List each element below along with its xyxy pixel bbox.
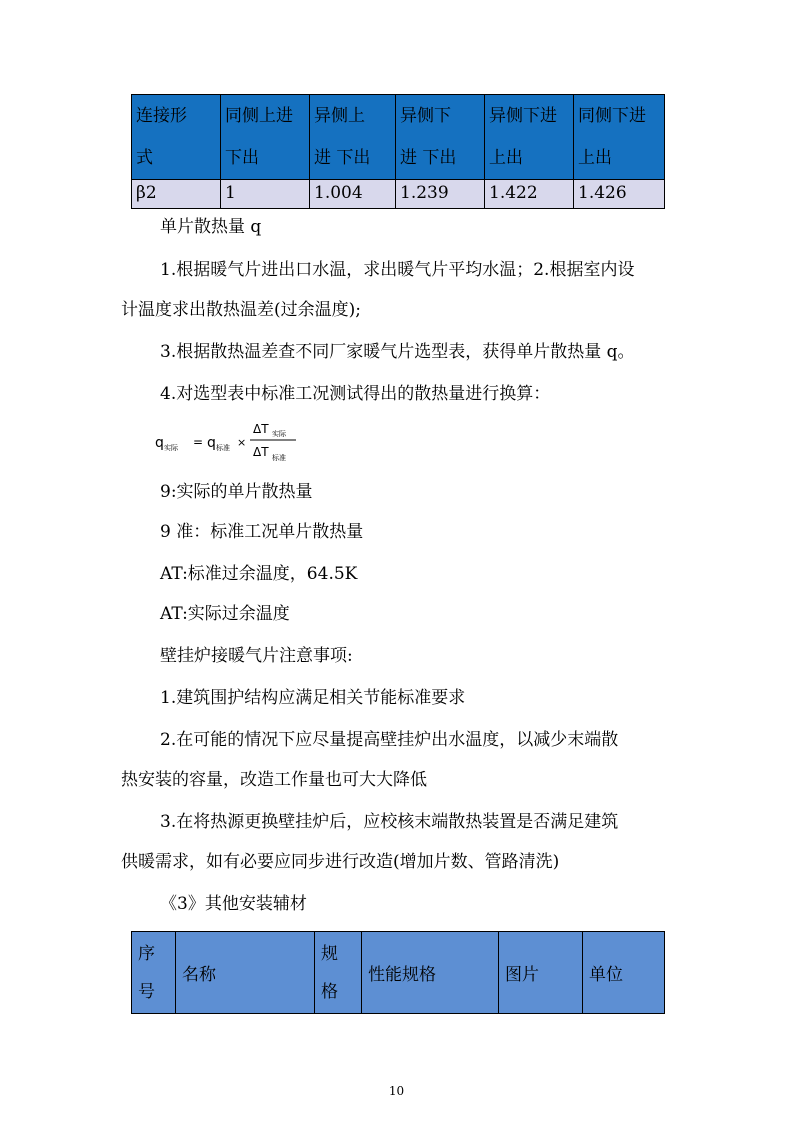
beta2-table-header-row [132,95,665,180]
paragraph: 9:实际的单片散热量 [160,482,313,502]
paragraph: 1.建筑围护结构应满足相关节能标准要求 [160,688,466,708]
page-number: 10 [388,1084,405,1098]
beta2-table [131,94,665,209]
header-cell-same-side-top-in: 同侧上进 下出 [221,95,310,180]
header-cell-picture: 图片 [499,932,583,1014]
paragraph: 供暖需求，如有必要应同步进行改造(增加片数、管路清洗) [121,852,560,872]
formula-equals: = [193,435,204,449]
formula-numerator-sub: 实际 [272,430,286,438]
table-cell: 1.239 [396,180,485,209]
formula-denominator: ΔT [253,445,269,459]
formula-times: × [237,436,247,449]
table-cell: 1.426 [574,180,665,209]
paragraph: AT:标准过余温度，64.5K [160,564,358,584]
heat-conversion-formula [155,418,300,466]
paragraph: 单片散热量 q [160,217,262,237]
header-cell-seq: 序 号 [132,932,176,1014]
paragraph: 3.在将热源更换壁挂炉后，应校核末端散热装置是否满足建筑 [160,812,619,832]
paragraph: 1.根据暖气片进出口水温，求出暖气片平均水温；2.根据室内设 [160,260,635,280]
paragraph: 2.在可能的情况下应尽量提高壁挂炉出水温度，以减少末端散 [160,730,619,750]
paragraph: 计温度求出散热温差(过余温度); [121,300,361,320]
header-cell-name: 名称 [176,932,315,1014]
formula-mid-sub: 标准 [216,444,230,452]
paragraph: 9 准：标准工况单片散热量 [160,522,364,542]
table-cell: 1.004 [310,180,396,209]
paragraph: 热安装的容量，改造工作量也可大大降低 [121,770,427,790]
table-row [132,180,665,209]
formula-numerator: ΔT [253,422,269,436]
header-cell-opposite-bottom-in: 异侧下 进 下出 [396,95,485,180]
header-cell-opposite-bottom-in-top-out: 异侧下进 上出 [485,95,574,180]
header-cell-spec: 规 格 [315,932,362,1014]
accessories-table [131,931,665,1014]
accessories-table-header-row [132,932,665,1014]
paragraph: AT:实际过余温度 [160,604,290,624]
section-heading: 《3》其他安装辅材 [160,894,307,914]
table-cell: 1.422 [485,180,574,209]
formula-lhs-sub: 实际 [164,444,178,452]
header-cell-same-bottom-in-top-out: 同侧下进 上出 [574,95,665,180]
header-cell-unit: 单位 [583,932,665,1014]
header-cell-connection-type: 连接形 式 [132,95,221,180]
table-cell: β2 [132,180,221,209]
formula-lhs: q [155,435,164,451]
paragraph: 4.对选型表中标准工况测试得出的散热量进行换算： [160,384,551,404]
formula-mid: q [207,435,216,451]
paragraph: 3.根据散热温差查不同厂家暖气片选型表，获得单片散热量 q。 [160,342,635,362]
header-cell-performance: 性能规格 [362,932,499,1014]
formula-denominator-sub: 标准 [272,454,286,462]
table-cell: 1 [221,180,310,209]
paragraph: 壁挂炉接暖气片注意事项: [160,646,353,666]
header-cell-opposite-top-in: 异侧上 进 下出 [310,95,396,180]
